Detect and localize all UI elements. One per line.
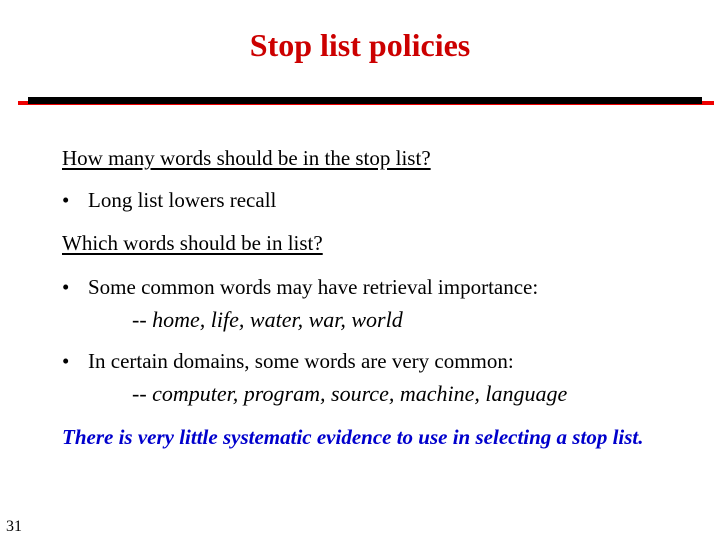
example-prefix: -- bbox=[132, 381, 153, 406]
bullet-text: Some common words may have retrieval importance: bbox=[88, 275, 539, 299]
bullet-icon: • bbox=[62, 188, 70, 212]
bullet-item-domains bbox=[62, 348, 514, 374]
example-prefix: -- bbox=[132, 307, 153, 332]
title-rule-black bbox=[28, 97, 702, 104]
example-words: computer, program, source, machine, language bbox=[152, 381, 568, 406]
bullet-text: Long list lowers recall bbox=[88, 188, 277, 212]
question-how-many: How many words should be in the stop list? bbox=[62, 146, 431, 170]
page-number: 31 bbox=[6, 518, 22, 535]
bullet-icon: • bbox=[62, 349, 70, 373]
example-line-retrieval bbox=[132, 307, 403, 333]
slide-title: Stop list policies bbox=[249, 27, 471, 63]
example-words: home, life, water, war, world bbox=[152, 307, 403, 332]
question-which-words: Which words should be in list? bbox=[62, 231, 323, 255]
conclusion-text: There is very little systematic evidence to use in selecting a stop list. bbox=[62, 425, 644, 449]
bullet-icon: • bbox=[62, 275, 70, 299]
bullet-item-retrieval bbox=[62, 274, 538, 300]
bullet-text: In certain domains, some words are very common: bbox=[88, 349, 514, 373]
example-line-domains bbox=[132, 381, 567, 407]
bullet-item-recall bbox=[62, 187, 276, 213]
